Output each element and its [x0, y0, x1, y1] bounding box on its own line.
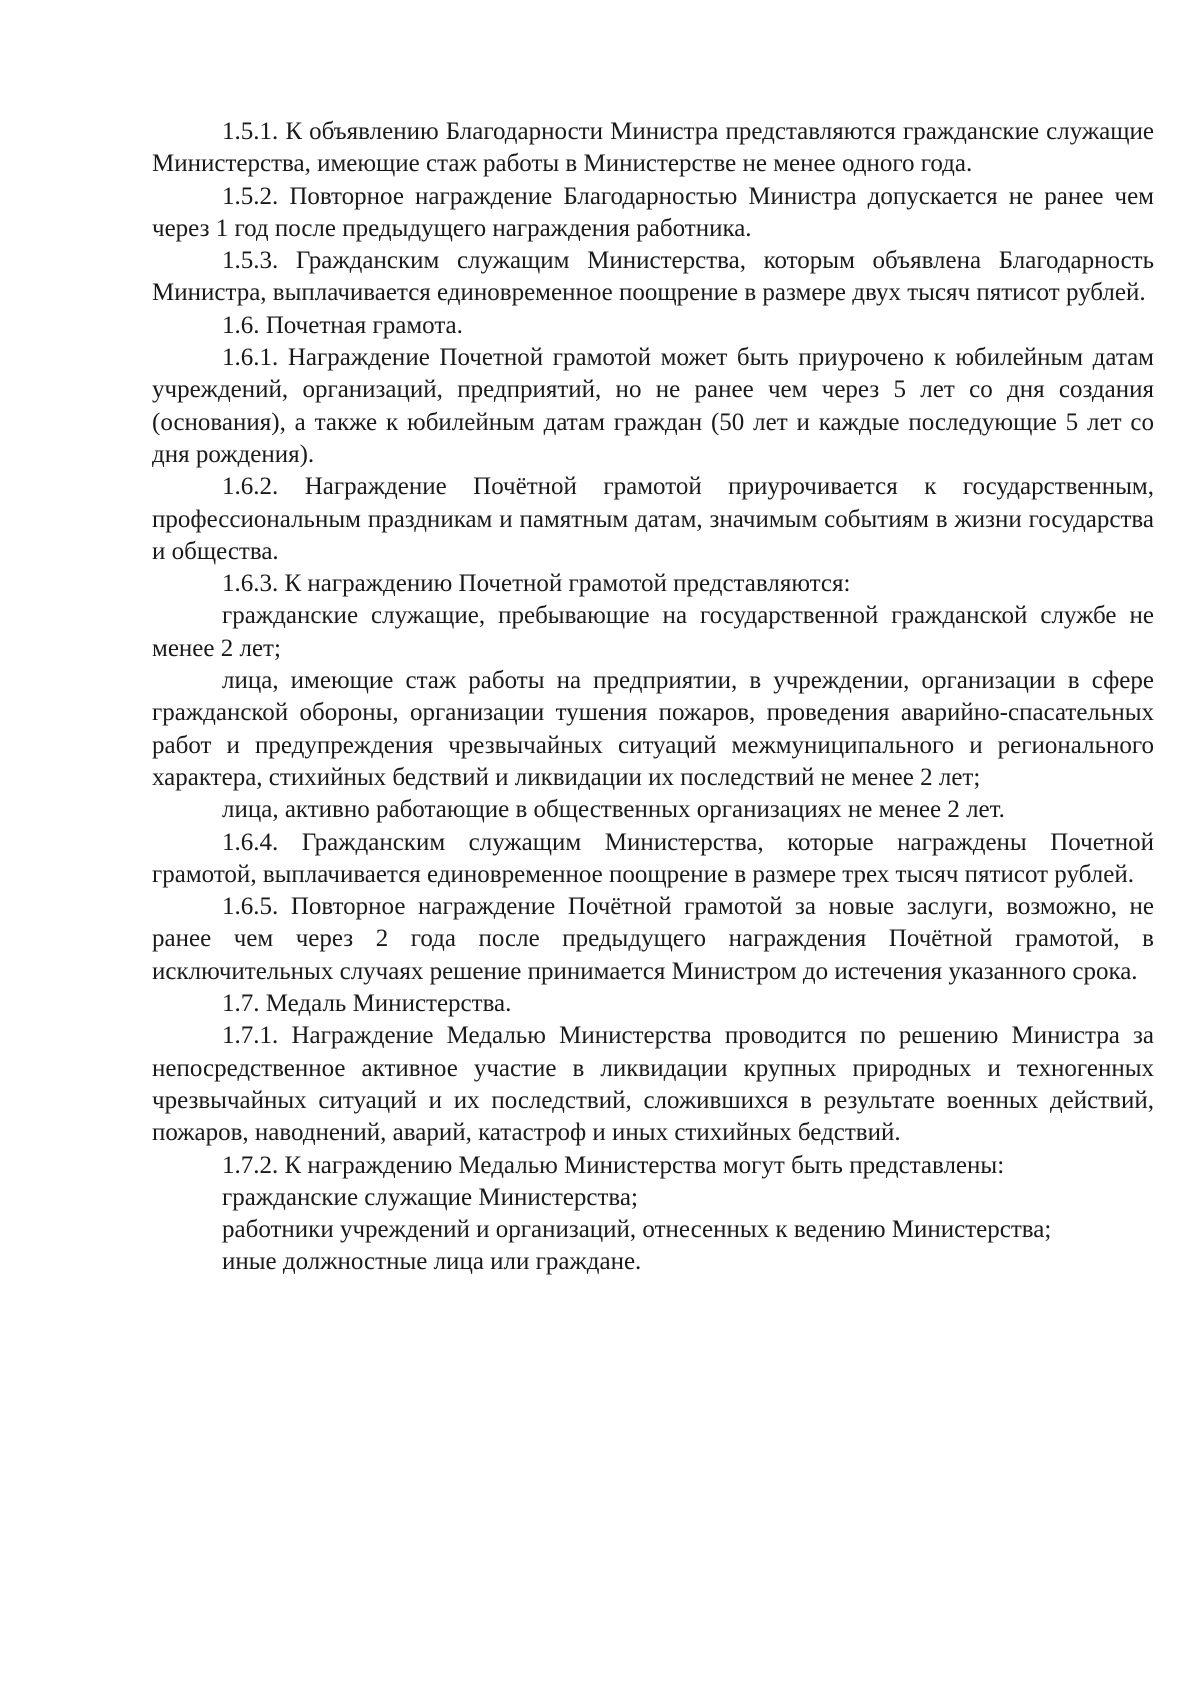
paragraph-1-5-2: 1.5.2. Повторное награждение Благодарностью Министра допускается не ранее чем через 1 год после предыдущего награждения работника.: [152, 182, 1154, 242]
list-item-officials: иные должностные лица или граждане.: [222, 1248, 642, 1276]
paragraph-1-6-5: 1.6.5. Повторное награждение Почётной грамотой за новые заслуги, возможно, не ранее чем через 2 года после предыдущего награждения Почётной грамотой, в исключительных случаях решение принимается Министром до истечения указанного срока.: [152, 893, 1154, 985]
paragraph-1-6-2: 1.6.2. Награждение Почётной грамотой приурочивается к государственным, профессиональным праздникам и памятным датам, значимым событиям в жизни государства и общества.: [152, 473, 1154, 565]
section-heading-1-6: 1.6. Почетная грамота.: [222, 311, 463, 339]
paragraph-1-6-4: 1.6.4. Гражданским служащим Министерства, которые награждены Почетной грамотой, выплачивается единовременное поощрение в размере трех тысяч пятисот рублей.: [152, 828, 1154, 888]
paragraph-1-5-1: 1.5.1. К объявлению Благодарности Министра представляются гражданские служащие Министерства, имеющие стаж работы в Министерстве не менее одного года.: [152, 118, 1154, 178]
paragraph-1-7-1: 1.7.1. Награждение Медалью Министерства проводится по решению Министра за непосредственное активное участие в ликвидации крупных природных и техногенных чрезвычайных ситуаций и их последствий, сложившихся в результате военных действий, пожаров, наводнений, аварий, катастроф и иных стихийных бедствий.: [152, 1022, 1154, 1147]
list-item-civil-servants: гражданские служащие, пребывающие на государственной гражданской службе не менее 2 лет;: [152, 602, 1154, 662]
section-heading-1-7: 1.7. Медаль Министерства.: [222, 990, 512, 1018]
list-item-public-organizations: лица, активно работающие в общественных организациях не менее 2 лет.: [222, 796, 1005, 824]
document-body: [152, 116, 1154, 1279]
paragraph-1-6-1: 1.6.1. Награждение Почетной грамотой может быть приурочено к юбилейным датам учреждений, организаций, предприятий, но не ранее чем через 5 лет со дня создания (основания), а также к юбилейным датам граждан (50 лет и каждые последующие 5 лет со дня рождения).: [152, 344, 1154, 468]
list-item-employees: работники учреждений и организаций, отнесенных к ведению Министерства;: [222, 1216, 1052, 1244]
paragraph-1-5-3: 1.5.3. Гражданским служащим Министерства, которым объявлена Благодарность Министра, выплачивается единовременное поощрение в размере двух тысяч пятисот рублей.: [152, 247, 1154, 307]
paragraph-1-7-2: 1.7.2. К награждению Медалью Министерства могут быть представлены:: [222, 1151, 1005, 1179]
list-item-work-experience: лица, имеющие стаж работы на предприятии, в учреждении, организации в сфере гражданской обороны, организации тушения пожаров, проведения аварийно-спасательных работ и предупреждения чрезвычайных ситуаций межмуниципального и регионального характера, стихийных бедствий и ликвидации их последствий не менее 2 лет;: [152, 667, 1154, 791]
paragraph-1-6-3: 1.6.3. К награждению Почетной грамотой представляются:: [222, 570, 851, 598]
list-item-ministry-servants: гражданские служащие Министерства;: [222, 1183, 638, 1211]
